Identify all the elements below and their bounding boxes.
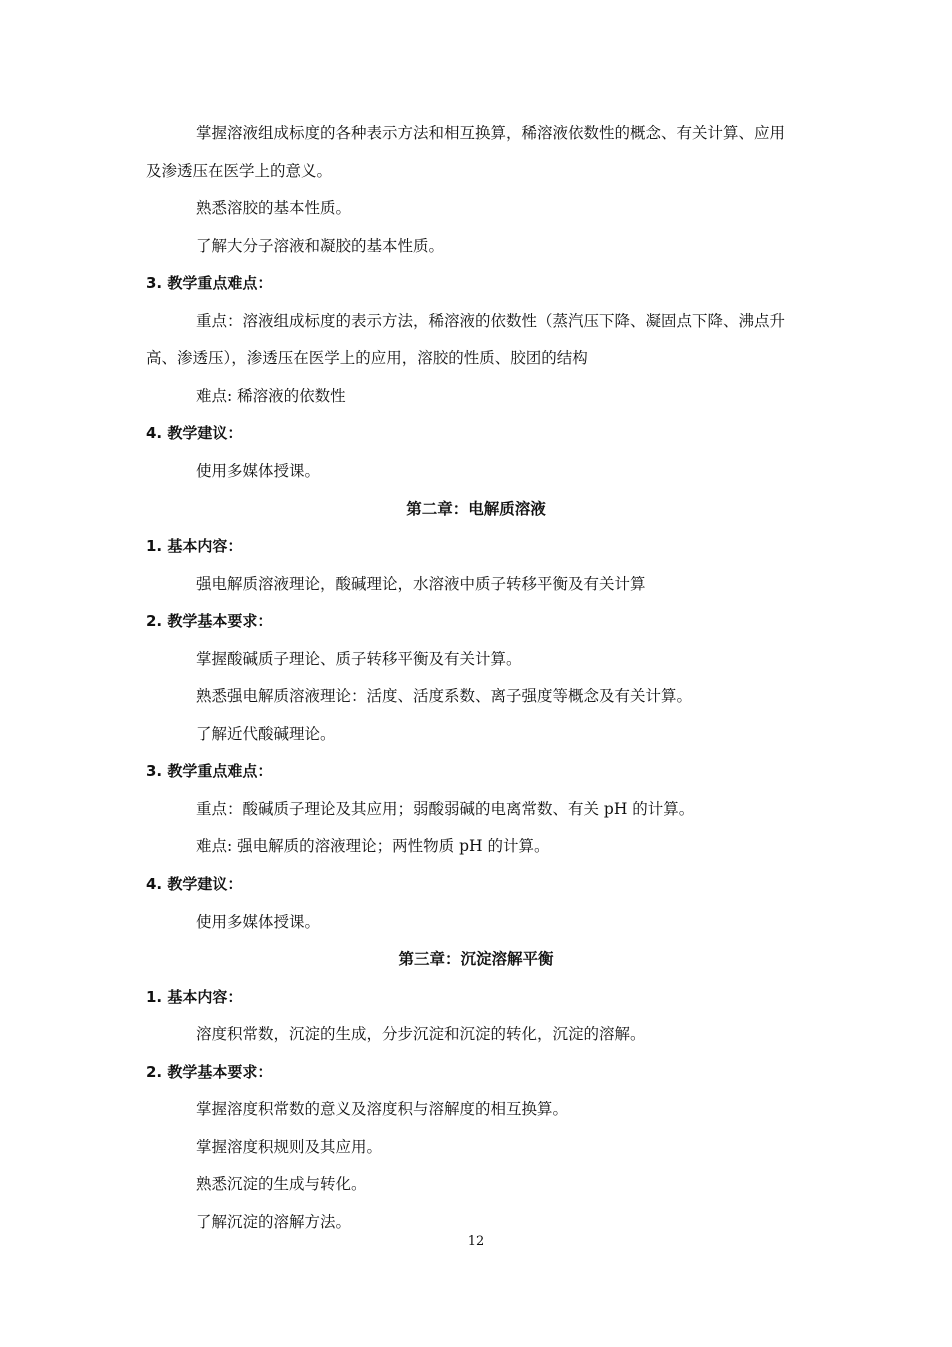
section-heading: 4. 教学建议： [146,875,243,893]
paragraph-line: 难点: 强电解质的溶液理论；两性物质 pH 的计算。 [196,837,550,856]
paragraph-line: 掌握溶液组成标度的各种表示方法和相互换算，稀溶液依数性的概念、有关计算、应用 [196,124,786,142]
paragraph-line: 强电解质溶液理论，酸碱理论，水溶液中质子转移平衡及有关计算 [196,574,646,593]
paragraph-line: 溶度积常数，沉淀的生成，分步沉淀和沉淀的转化，沉淀的溶解。 [196,1025,646,1044]
section-heading: 2. 教学基本要求： [146,612,273,631]
page-number: 12 [467,1234,485,1249]
paragraph-line: 难点: 稀溶液的依数性 [196,386,346,405]
paragraph-continuation: 及渗透压在医学上的意义。 [146,161,333,180]
section-heading: 2. 教学基本要求： [146,1062,273,1081]
paragraph-line: 掌握酸碱质子理论、质子转移平衡及有关计算。 [196,649,522,668]
paragraph-continuation: 高、渗透压），渗透压在医学上的应用，溶胶的性质、胶团的结构 [146,349,588,368]
section-heading: 3. 教学重点难点： [146,762,273,781]
paragraph-line: 熟悉溶胶的基本性质。 [196,199,352,218]
paragraph-line: 使用多媒体授课。 [196,461,321,480]
paragraph-line: 使用多媒体授课。 [196,912,321,931]
paragraph-line: 了解近代酸碱理论。 [196,724,336,743]
paragraph-line: 掌握溶度积常数的意义及溶度积与溶解度的相互换算。 [196,1100,569,1119]
paragraph-line: 重点：酸碱质子理论及其应用；弱酸弱碱的电离常数、有关 pH 的计算。 [196,799,695,818]
section-heading: 4. 教学建议： [146,424,243,443]
paragraph-line: 了解沉淀的溶解方法。 [196,1212,352,1231]
section-heading: 1. 基本内容： [146,987,243,1006]
section-heading: 1. 基本内容： [146,537,243,556]
paragraph-line: 熟悉强电解质溶液理论：活度、活度系数、离子强度等概念及有关计算。 [196,687,693,706]
section-heading: 3. 教学重点难点： [146,274,273,293]
paragraph-line: 重点：溶液组成标度的表示方法，稀溶液的依数性（蒸汽压下降、凝固点下降、沸点升 [196,311,786,330]
chapter-title: 第二章：电解质溶液 [406,499,546,518]
chapter-title: 第三章：沉淀溶解平衡 [398,950,554,969]
paragraph-line: 熟悉沉淀的生成与转化。 [196,1175,367,1194]
paragraph-line: 掌握溶度积规则及其应用。 [196,1137,383,1156]
paragraph-line: 了解大分子溶液和凝胶的基本性质。 [196,236,445,255]
